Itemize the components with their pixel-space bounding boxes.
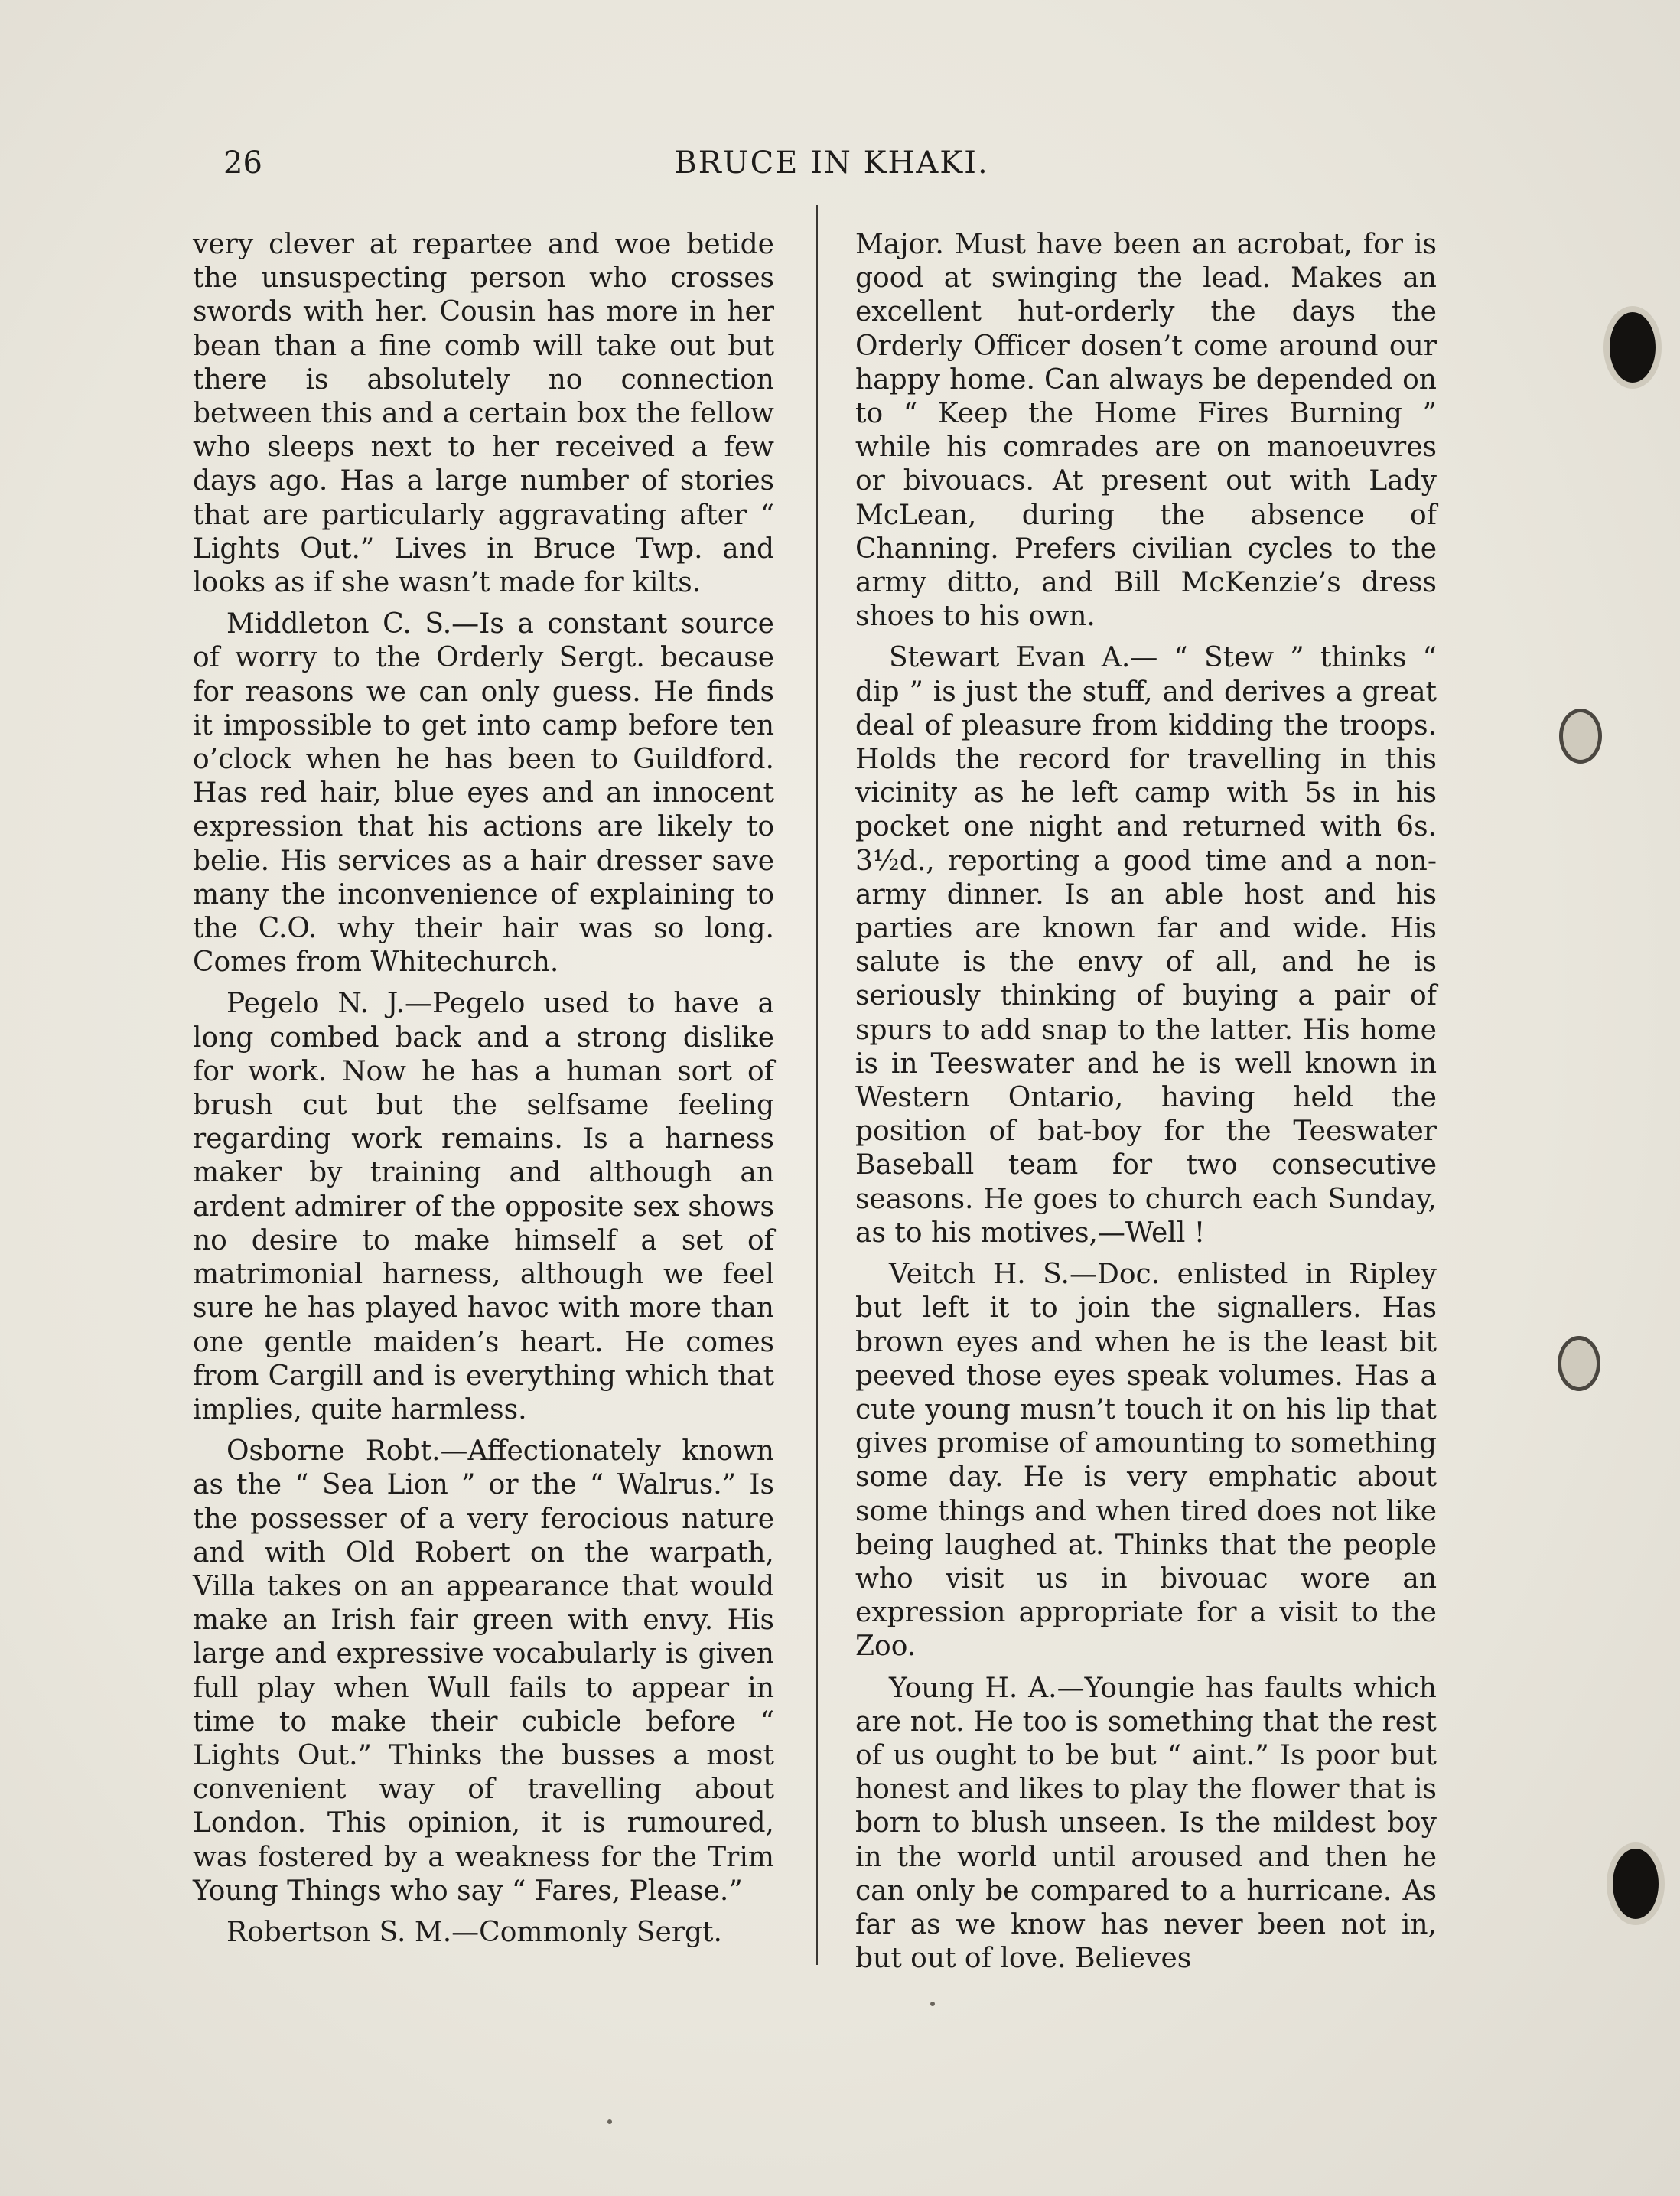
binding-hole-icon <box>1610 312 1656 383</box>
paragraph: Pegelo N. J.—Pegelo used to have a long combed back and a strong dislike for work. Now he has a human sort of brush cut but the selfsame feeling regarding work remains. Is a harness maker by training and although an ardent admirer of the opposite sex shows no desire to make himself a set of matrimonial harness, although we feel sure he has played havoc with more than one gentle maiden’s heart. He comes from Cargill and is everything which that implies, quite harmless. <box>193 988 774 1425</box>
paragraph: Young H. A.—Youngie has faults which are not. He too is something that the rest of us ought to be but “ aint.” Is poor but honest and likes to play the flower that is born to blush unseen. Is the mildest boy in the world until aroused and then he can only be compared to a hurricane. As far as we know has never been not in, but out of love. Believes <box>855 1672 1437 1975</box>
paragraph: Veitch H. S.—Doc. enlisted in Ripley but left it to join the signallers. Has brown eyes and when he is the least bit peeved those eyes speak volumes. Has a cute young musn’t touch it on his lip that gives promise of amounting to something some day. He is very emphatic about some things and when tired does not like being laughed at. Thinks that the people who visit us in bivouac wore an expression appropriate for a visit to the Zoo. <box>855 1259 1437 1663</box>
left-column <box>193 228 774 1957</box>
paragraph: Major. Must have been an acrobat, for is good at swinging the lead. Makes an excellent hut-orderly the days the Orderly Officer dosen’t come around our happy home. Can always be depended on to “ Keep the Home Fires Burning ” while his comrades are on manoeuvres or bivouacs. At present out with Lady McLean, during the absence of Channing. Prefers civilian cycles to the army ditto, and Bill McKenzie’s dress shoes to his own. <box>855 229 1437 633</box>
right-column <box>855 228 1437 1983</box>
paragraph: Osborne Robt.—Affectionately known as the “ Sea Lion ” or the “ Walrus.” Is the possesser of a very ferocious nature and with Old Robert on the warpath, Villa takes on an appearance that would make an Irish fair green with envy. His large and expressive vocabularly is given full play when Wull fails to appear in time to make their cubicle before “ Lights Out.” Thinks the busses a most convenient way of travelling about London. This opinion, it is rumoured, was fostered by a weakness for the Trim Young Things who say “ Fares, Please.” <box>193 1435 774 1907</box>
paper-speck <box>930 2002 935 2006</box>
paragraph: Middleton C. S.—Is a constant source of worry to the Orderly Sergt. because for reasons we can only guess. He finds it impossible to get into camp before ten o’clock when he has been to Guildford. Has red hair, blue eyes and an innocent expression that his actions are likely to belie. His services as a hair dresser save many the inconvenience of explaining to the C.O. why their hair was so long. Comes from Whitechurch. <box>193 608 774 979</box>
binding-hole-icon <box>1613 1849 1659 1919</box>
paragraph: Robertson S. M.—Commonly Sergt. <box>226 1916 722 1948</box>
paper-speck <box>607 2119 612 2124</box>
binding-hole-icon <box>1559 709 1602 764</box>
binding-hole-icon <box>1558 1336 1600 1391</box>
running-title: BRUCE IN KHAKI. <box>674 145 989 181</box>
paragraph: Stewart Evan A.— “ Stew ” thinks “ dip ” is just the stuff, and derives a great deal of pleasure from kidding the troops. Holds the record for travelling in this vicinity as he left camp with 5s in his pocket one night and returned with 6s. 3½d., reporting a good time and a non-army dinner. Is an able host and his parties are known far and wide. His salute is the envy of all, and he is seriously thinking of buying a pair of spurs to add snap to the latter. His home is in Teeswater and he is well known in Western Ontario, having held the position of bat-boy for the Teeswater Baseball team for two consecutive seasons. He goes to church each Sunday, as to his motives,—Well ! <box>855 642 1437 1249</box>
column-divider <box>816 205 818 1965</box>
page-number: 26 <box>223 145 262 181</box>
page-header <box>223 145 1440 188</box>
paragraph: very clever at repartee and woe betide the unsuspecting person who crosses swords with her. Cousin has more in her bean than a fine comb will take out but there is absolutely no connection between this and a certain box the fellow who sleeps next to her received a few days ago. Has a large number of stories that are particularly aggravating after “ Lights Out.” Lives in Bruce Twp. and looks as if she wasn’t made for kilts. <box>193 229 774 599</box>
